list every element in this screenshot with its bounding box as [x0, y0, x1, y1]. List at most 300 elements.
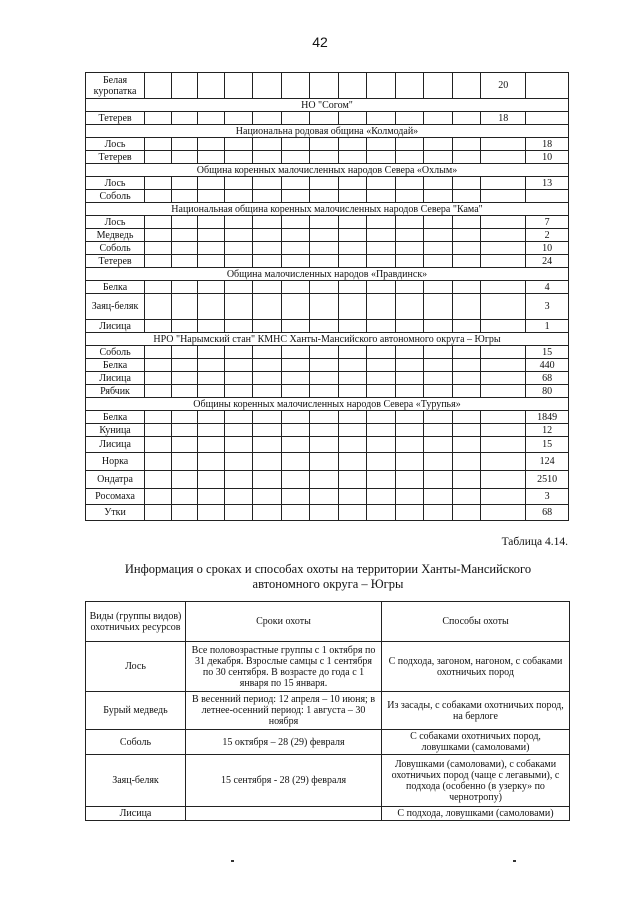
quota-cell [253, 453, 282, 471]
quota-cell [171, 471, 197, 489]
quota-cell [481, 320, 526, 333]
quota-cell [281, 453, 310, 471]
quota-cell [395, 385, 424, 398]
quota-cell [481, 385, 526, 398]
quota-cell [224, 385, 253, 398]
quota-cell [145, 453, 171, 471]
quota-cell [424, 281, 453, 294]
quota-cell [253, 489, 282, 505]
quota-cell [452, 177, 481, 190]
quota-cell [481, 411, 526, 424]
quota-cell [424, 346, 453, 359]
quota-cell [367, 242, 396, 255]
quota-cell [224, 190, 253, 203]
quota-cell [253, 112, 282, 125]
quota-cell [281, 424, 310, 437]
quota-cell [395, 320, 424, 333]
quota-cell: 68 [526, 372, 569, 385]
quota-cell [367, 359, 396, 372]
species-cell: Лось [86, 642, 186, 692]
quota-cell [310, 411, 339, 424]
quota-cell [452, 471, 481, 489]
quota-cell [198, 505, 224, 521]
quota-cell [145, 151, 171, 164]
quota-cell [253, 151, 282, 164]
quota-cell [198, 177, 224, 190]
quota-cell [224, 112, 253, 125]
quota-cell [395, 138, 424, 151]
species-name: Тетерев [86, 151, 145, 164]
quota-cell [338, 242, 367, 255]
quota-cell [171, 138, 197, 151]
quota-cell [310, 229, 339, 242]
quota-cell [281, 471, 310, 489]
quota-cell [452, 453, 481, 471]
quota-cell: 3 [526, 294, 569, 320]
organization-row [86, 203, 569, 216]
quota-cell [198, 424, 224, 437]
quota-cell [253, 138, 282, 151]
quota-cell [338, 424, 367, 437]
quota-cell [145, 294, 171, 320]
quota-cell [224, 294, 253, 320]
quota-cell [224, 73, 253, 99]
organization-name: Общины коренных малочисленных народов Севера «Турупья» [86, 398, 569, 411]
quota-cell [424, 424, 453, 437]
quota-cell [253, 437, 282, 453]
quota-cell [452, 294, 481, 320]
quota-cell [395, 281, 424, 294]
quota-cell [367, 471, 396, 489]
quota-cell [171, 151, 197, 164]
quota-cell [310, 346, 339, 359]
header-terms: Сроки охоты [186, 602, 382, 642]
quota-cell [145, 320, 171, 333]
quota-cell [253, 229, 282, 242]
quota-cell [198, 294, 224, 320]
quota-cell: 15 [526, 437, 569, 453]
quota-cell [253, 359, 282, 372]
quota-cell [310, 372, 339, 385]
quota-cell [395, 255, 424, 268]
quota-cell [145, 216, 171, 229]
quota-cell [481, 471, 526, 489]
quota-cell [224, 489, 253, 505]
table-row [86, 471, 569, 489]
quota-cell [452, 320, 481, 333]
quota-cell [452, 190, 481, 203]
quota-cell [310, 112, 339, 125]
quota-cell [281, 73, 310, 99]
quota-cell [253, 190, 282, 203]
quota-cell [395, 73, 424, 99]
quota-cell: 24 [526, 255, 569, 268]
quota-cell [481, 424, 526, 437]
table-row [86, 505, 569, 521]
quota-cell [198, 255, 224, 268]
table-row [86, 255, 569, 268]
methods-cell: Ловушками (самоловами), с собаками охотничьих пород (чаще с легавыми), с подхода (особенно (в узерку» по чернотропу) [382, 755, 570, 807]
quota-cell [395, 471, 424, 489]
quota-cell [452, 73, 481, 99]
quota-cell [171, 385, 197, 398]
quota-cell: 10 [526, 151, 569, 164]
species-name: Куница [86, 424, 145, 437]
quota-cell [224, 359, 253, 372]
quota-cell [367, 281, 396, 294]
quota-cell [281, 216, 310, 229]
quota-cell [253, 411, 282, 424]
quota-cell [367, 346, 396, 359]
quota-cell [310, 255, 339, 268]
quota-cell [481, 294, 526, 320]
table-row [86, 453, 569, 471]
table-row [86, 642, 570, 692]
quota-cell: 1 [526, 320, 569, 333]
quota-cell [338, 359, 367, 372]
quota-cell [526, 112, 569, 125]
quota-cell [367, 489, 396, 505]
methods-cell: С подхода, ловушками (самоловами) [382, 807, 570, 821]
organization-name: Национальна родовая община «Колмодай» [86, 125, 569, 138]
quota-cell [198, 359, 224, 372]
species-name: Лисица [86, 372, 145, 385]
quota-cell [367, 112, 396, 125]
quota-cell [171, 359, 197, 372]
quota-cell [452, 437, 481, 453]
terms-cell: Все половозрастные группы с 1 октября по 31 декабря. Взрослые самцы с 1 сентября по 30 сентября. В возрасте до года с 1 января по 15 января. [186, 642, 382, 692]
quota-cell [367, 190, 396, 203]
quota-cell [338, 471, 367, 489]
quota-cell [424, 112, 453, 125]
quota-cell [424, 242, 453, 255]
quota-cell [424, 73, 453, 99]
species-name: Утки [86, 505, 145, 521]
header-methods: Способы охоты [382, 602, 570, 642]
quota-cell [145, 385, 171, 398]
quota-cell [367, 216, 396, 229]
terms-cell [186, 807, 382, 821]
quota-cell: 15 [526, 346, 569, 359]
species-name: Белка [86, 359, 145, 372]
quota-cell [198, 453, 224, 471]
organization-name: НРО "Нарымский стан" КМНС Ханты-Мансийского автономного округа – Югры [86, 333, 569, 346]
quota-cell: 20 [481, 73, 526, 99]
quota-cell [198, 489, 224, 505]
species-name: Тетерев [86, 112, 145, 125]
species-name: Ондатра [86, 471, 145, 489]
table-row [86, 755, 570, 807]
quota-cell [145, 346, 171, 359]
quota-cell [171, 112, 197, 125]
quota-cell [367, 385, 396, 398]
species-name: Соболь [86, 242, 145, 255]
quota-cell [395, 229, 424, 242]
quota-cell [198, 437, 224, 453]
organization-row [86, 398, 569, 411]
quota-cell [198, 385, 224, 398]
quota-cell [310, 242, 339, 255]
quota-cell: 440 [526, 359, 569, 372]
quota-cell [367, 294, 396, 320]
quota-cell [395, 151, 424, 164]
table-row [86, 281, 569, 294]
quota-cell [145, 372, 171, 385]
quota-cell [310, 424, 339, 437]
quota-cell [367, 505, 396, 521]
header-species: Виды (группы видов) охотничьих ресурсов [86, 602, 186, 642]
quota-cell: 80 [526, 385, 569, 398]
quota-cell [224, 505, 253, 521]
table-row [86, 242, 569, 255]
quota-cell [145, 229, 171, 242]
quota-cell [171, 73, 197, 99]
quota-cell [145, 359, 171, 372]
species-name: Соболь [86, 346, 145, 359]
table-row [86, 73, 569, 99]
table-row [86, 320, 569, 333]
quota-cell [338, 437, 367, 453]
section-heading: Информация о сроках и способах охоты на территории Ханты-Мансийского автономного округа – Югры [124, 562, 532, 591]
quota-cell [481, 216, 526, 229]
quota-cell: 10 [526, 242, 569, 255]
quota-cell [224, 177, 253, 190]
quota-cell [367, 411, 396, 424]
quota-cell [171, 255, 197, 268]
quota-cell [452, 216, 481, 229]
quota-cell [395, 453, 424, 471]
quota-cell [395, 424, 424, 437]
quota-cell [224, 151, 253, 164]
quota-cell [281, 489, 310, 505]
quota-cell [224, 411, 253, 424]
quota-cell [281, 437, 310, 453]
quota-cell [281, 190, 310, 203]
quota-cell [310, 505, 339, 521]
quota-cell [481, 229, 526, 242]
table-row [86, 294, 569, 320]
quota-cell [310, 294, 339, 320]
quota-cell [310, 437, 339, 453]
species-name: Заяц-беляк [86, 294, 145, 320]
quota-cell [481, 190, 526, 203]
quota-cell [424, 229, 453, 242]
quota-cell [310, 489, 339, 505]
quota-cell [395, 242, 424, 255]
quota-cell [424, 385, 453, 398]
quota-cell [281, 411, 310, 424]
quota-cell [310, 281, 339, 294]
quota-cell [198, 138, 224, 151]
table-row [86, 411, 569, 424]
organization-row [86, 164, 569, 177]
quota-cell [253, 471, 282, 489]
species-cell: Бурый медведь [86, 692, 186, 730]
quota-cell [224, 255, 253, 268]
organization-name: Община коренных малочисленных народов Севера «Охлым» [86, 164, 569, 177]
quota-cell [395, 505, 424, 521]
quota-cell [198, 471, 224, 489]
quota-cell [338, 281, 367, 294]
quota-cell [253, 281, 282, 294]
quota-cell [367, 229, 396, 242]
quota-cell [224, 372, 253, 385]
quota-cell [224, 346, 253, 359]
table-row [86, 112, 569, 125]
quota-cell [424, 437, 453, 453]
quota-cell [253, 346, 282, 359]
quota-cell [281, 359, 310, 372]
quota-cell [310, 216, 339, 229]
table-row [86, 372, 569, 385]
quota-cell [395, 112, 424, 125]
quota-cell [338, 294, 367, 320]
quota-cell [367, 151, 396, 164]
quota-cell [310, 138, 339, 151]
quota-cell [171, 372, 197, 385]
quota-cell [281, 346, 310, 359]
quota-cell [338, 190, 367, 203]
quota-cell [424, 411, 453, 424]
hunting-terms-table [85, 601, 570, 821]
quota-cell [198, 73, 224, 99]
quota-cell [281, 177, 310, 190]
quota-cell [224, 138, 253, 151]
quota-cell [253, 505, 282, 521]
quota-cell [452, 112, 481, 125]
quota-cell [338, 372, 367, 385]
species-name: Лось [86, 138, 145, 151]
quota-cell [424, 453, 453, 471]
quota-cell [171, 190, 197, 203]
quota-cell [452, 138, 481, 151]
quota-cell [481, 359, 526, 372]
quota-cell [281, 242, 310, 255]
quota-cell [171, 216, 197, 229]
quota-cell [310, 151, 339, 164]
species-name: Норка [86, 453, 145, 471]
quota-cell [452, 372, 481, 385]
quota-cell [452, 424, 481, 437]
quota-cell [481, 151, 526, 164]
quota-cell [145, 255, 171, 268]
quota-cell [224, 437, 253, 453]
quota-cell: 13 [526, 177, 569, 190]
quota-cell [367, 73, 396, 99]
quota-cell [171, 437, 197, 453]
quota-cell [310, 471, 339, 489]
quota-cell: 18 [526, 138, 569, 151]
quota-cell [424, 190, 453, 203]
quota-cell [224, 453, 253, 471]
table-row [86, 138, 569, 151]
quota-cell [310, 190, 339, 203]
quota-cell: 2 [526, 229, 569, 242]
quota-cell [281, 112, 310, 125]
table-row [86, 177, 569, 190]
quota-cell [281, 372, 310, 385]
quota-cell [367, 320, 396, 333]
species-name: Рябчик [86, 385, 145, 398]
quota-cell [338, 320, 367, 333]
species-name: Тетерев [86, 255, 145, 268]
table-row [86, 489, 569, 505]
quota-cell [253, 372, 282, 385]
quota-cell [338, 73, 367, 99]
species-name: Лось [86, 177, 145, 190]
quota-cell [367, 453, 396, 471]
quota-cell [452, 281, 481, 294]
quota-cell: 1849 [526, 411, 569, 424]
quota-cell [481, 453, 526, 471]
quota-cell [452, 229, 481, 242]
quota-cell [281, 385, 310, 398]
species-cell: Соболь [86, 730, 186, 755]
quota-cell [198, 216, 224, 229]
quota-cell [198, 372, 224, 385]
quota-cell [224, 320, 253, 333]
quota-cell [338, 489, 367, 505]
quota-cell [481, 255, 526, 268]
quota-cell [145, 489, 171, 505]
quota-cell [395, 411, 424, 424]
quota-cell: 7 [526, 216, 569, 229]
quota-cell [481, 177, 526, 190]
quota-cell [338, 112, 367, 125]
quota-cell [281, 255, 310, 268]
methods-cell: С собаками охотничьих пород, ловушками (самоловами) [382, 730, 570, 755]
species-name: Лисица [86, 437, 145, 453]
quota-cell [367, 177, 396, 190]
table-row [86, 151, 569, 164]
quota-cell [338, 229, 367, 242]
quota-cell [198, 151, 224, 164]
quota-cell [224, 242, 253, 255]
quota-cell [224, 229, 253, 242]
quota-cell [452, 505, 481, 521]
quota-cell [338, 255, 367, 268]
quota-cell [281, 505, 310, 521]
quota-cell [424, 505, 453, 521]
quota-cell [198, 190, 224, 203]
quota-cell [395, 437, 424, 453]
quota-cell [224, 281, 253, 294]
quota-cell [424, 216, 453, 229]
quota-cell [338, 385, 367, 398]
quota-cell [452, 242, 481, 255]
quota-cell [481, 242, 526, 255]
terms-cell: 15 октября – 28 (29) февраля [186, 730, 382, 755]
organization-row [86, 125, 569, 138]
scan-dot [231, 860, 234, 862]
quota-cell [424, 151, 453, 164]
quota-cell [171, 320, 197, 333]
quota-cell: 4 [526, 281, 569, 294]
terms-cell: 15 сентября - 28 (29) февраля [186, 755, 382, 807]
species-name: Белая куропатка [86, 73, 145, 99]
quota-cell [395, 489, 424, 505]
quota-cell [145, 437, 171, 453]
quota-cell [452, 346, 481, 359]
terms-cell: В весенний период: 12 апреля – 10 июня; в летнее-осенний период: 1 августа – 30 ноября [186, 692, 382, 730]
scan-dot [513, 860, 516, 862]
quota-cell: 124 [526, 453, 569, 471]
quota-cell [145, 411, 171, 424]
table-row [86, 437, 569, 453]
quota-cell [424, 372, 453, 385]
methods-cell: Из засады, с собаками охотничьих пород, на берлоге [382, 692, 570, 730]
quota-cell [526, 73, 569, 99]
